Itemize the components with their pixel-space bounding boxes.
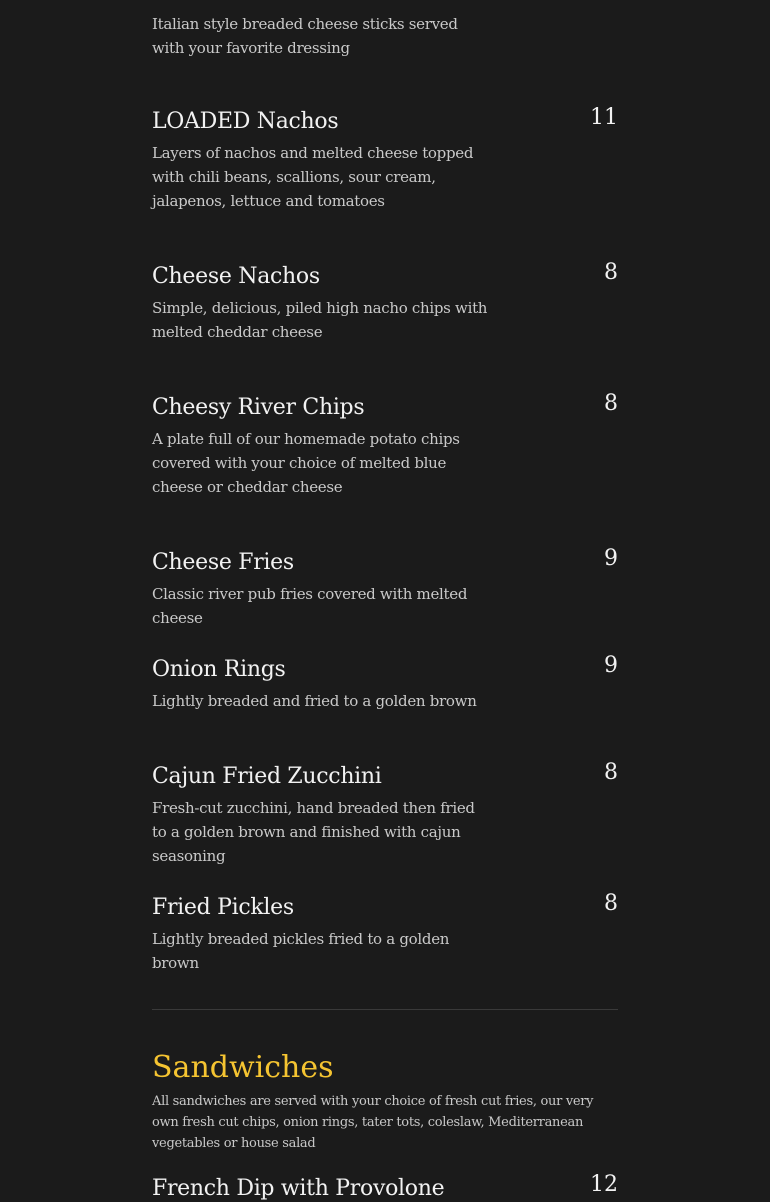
menu-item-description: A plate full of our homemade potato chips covered with your choice of melted blue cheese or cheddar cheese [152,430,460,496]
menu-item-price: 8 [604,391,618,416]
section-title: Sandwiches [152,1050,334,1085]
menu-item-description: Lightly breaded pickles fried to a golden brown [152,930,450,972]
menu-item-name: Cheesy River Chips [152,395,365,420]
menu-item-price: 8 [604,891,618,916]
menu-item-name: French Dip with Provolone [152,1176,445,1201]
menu-item-name: Cheese Fries [152,550,294,575]
menu-item-name: LOADED Nachos [152,109,339,134]
menu-item-price: 9 [604,653,618,678]
menu-item-name: Cheese Nachos [152,264,320,289]
menu-item-price: 9 [604,546,618,571]
menu-item-price: 8 [604,760,618,785]
menu-item-description: Italian style breaded cheese sticks served with your favorite dressing [152,15,458,57]
menu-item-description: Lightly breaded and fried to a golden brown [152,692,477,710]
menu-item-name: Onion Rings [152,657,286,682]
menu-item-description: Layers of nachos and melted cheese topped with chili beans, scallions, sour cream, jalapenos, lettuce and tomatoes [152,144,474,210]
section-description: All sandwiches are served with your choice of fresh cut fries, our very own fresh cut chips, onion rings, tater tots, coleslaw, Mediterranean vegetables or house salad [152,1094,594,1151]
menu-item-description: Simple, delicious, piled high nacho chips with melted cheddar cheese [152,299,488,341]
menu-item-description: Classic river pub fries covered with melted cheese [152,585,468,627]
menu-item-price: 12 [590,1172,618,1197]
menu-item-description: Fresh-cut zucchini, hand breaded then fried to a golden brown and finished with cajun seasoning [152,799,475,865]
menu-item-name: Cajun Fried Zucchini [152,764,382,789]
menu-item-name: Fried Pickles [152,895,294,920]
menu-item-price: 8 [604,260,618,285]
section-divider [152,1009,618,1010]
menu-item-price: 11 [590,105,618,130]
